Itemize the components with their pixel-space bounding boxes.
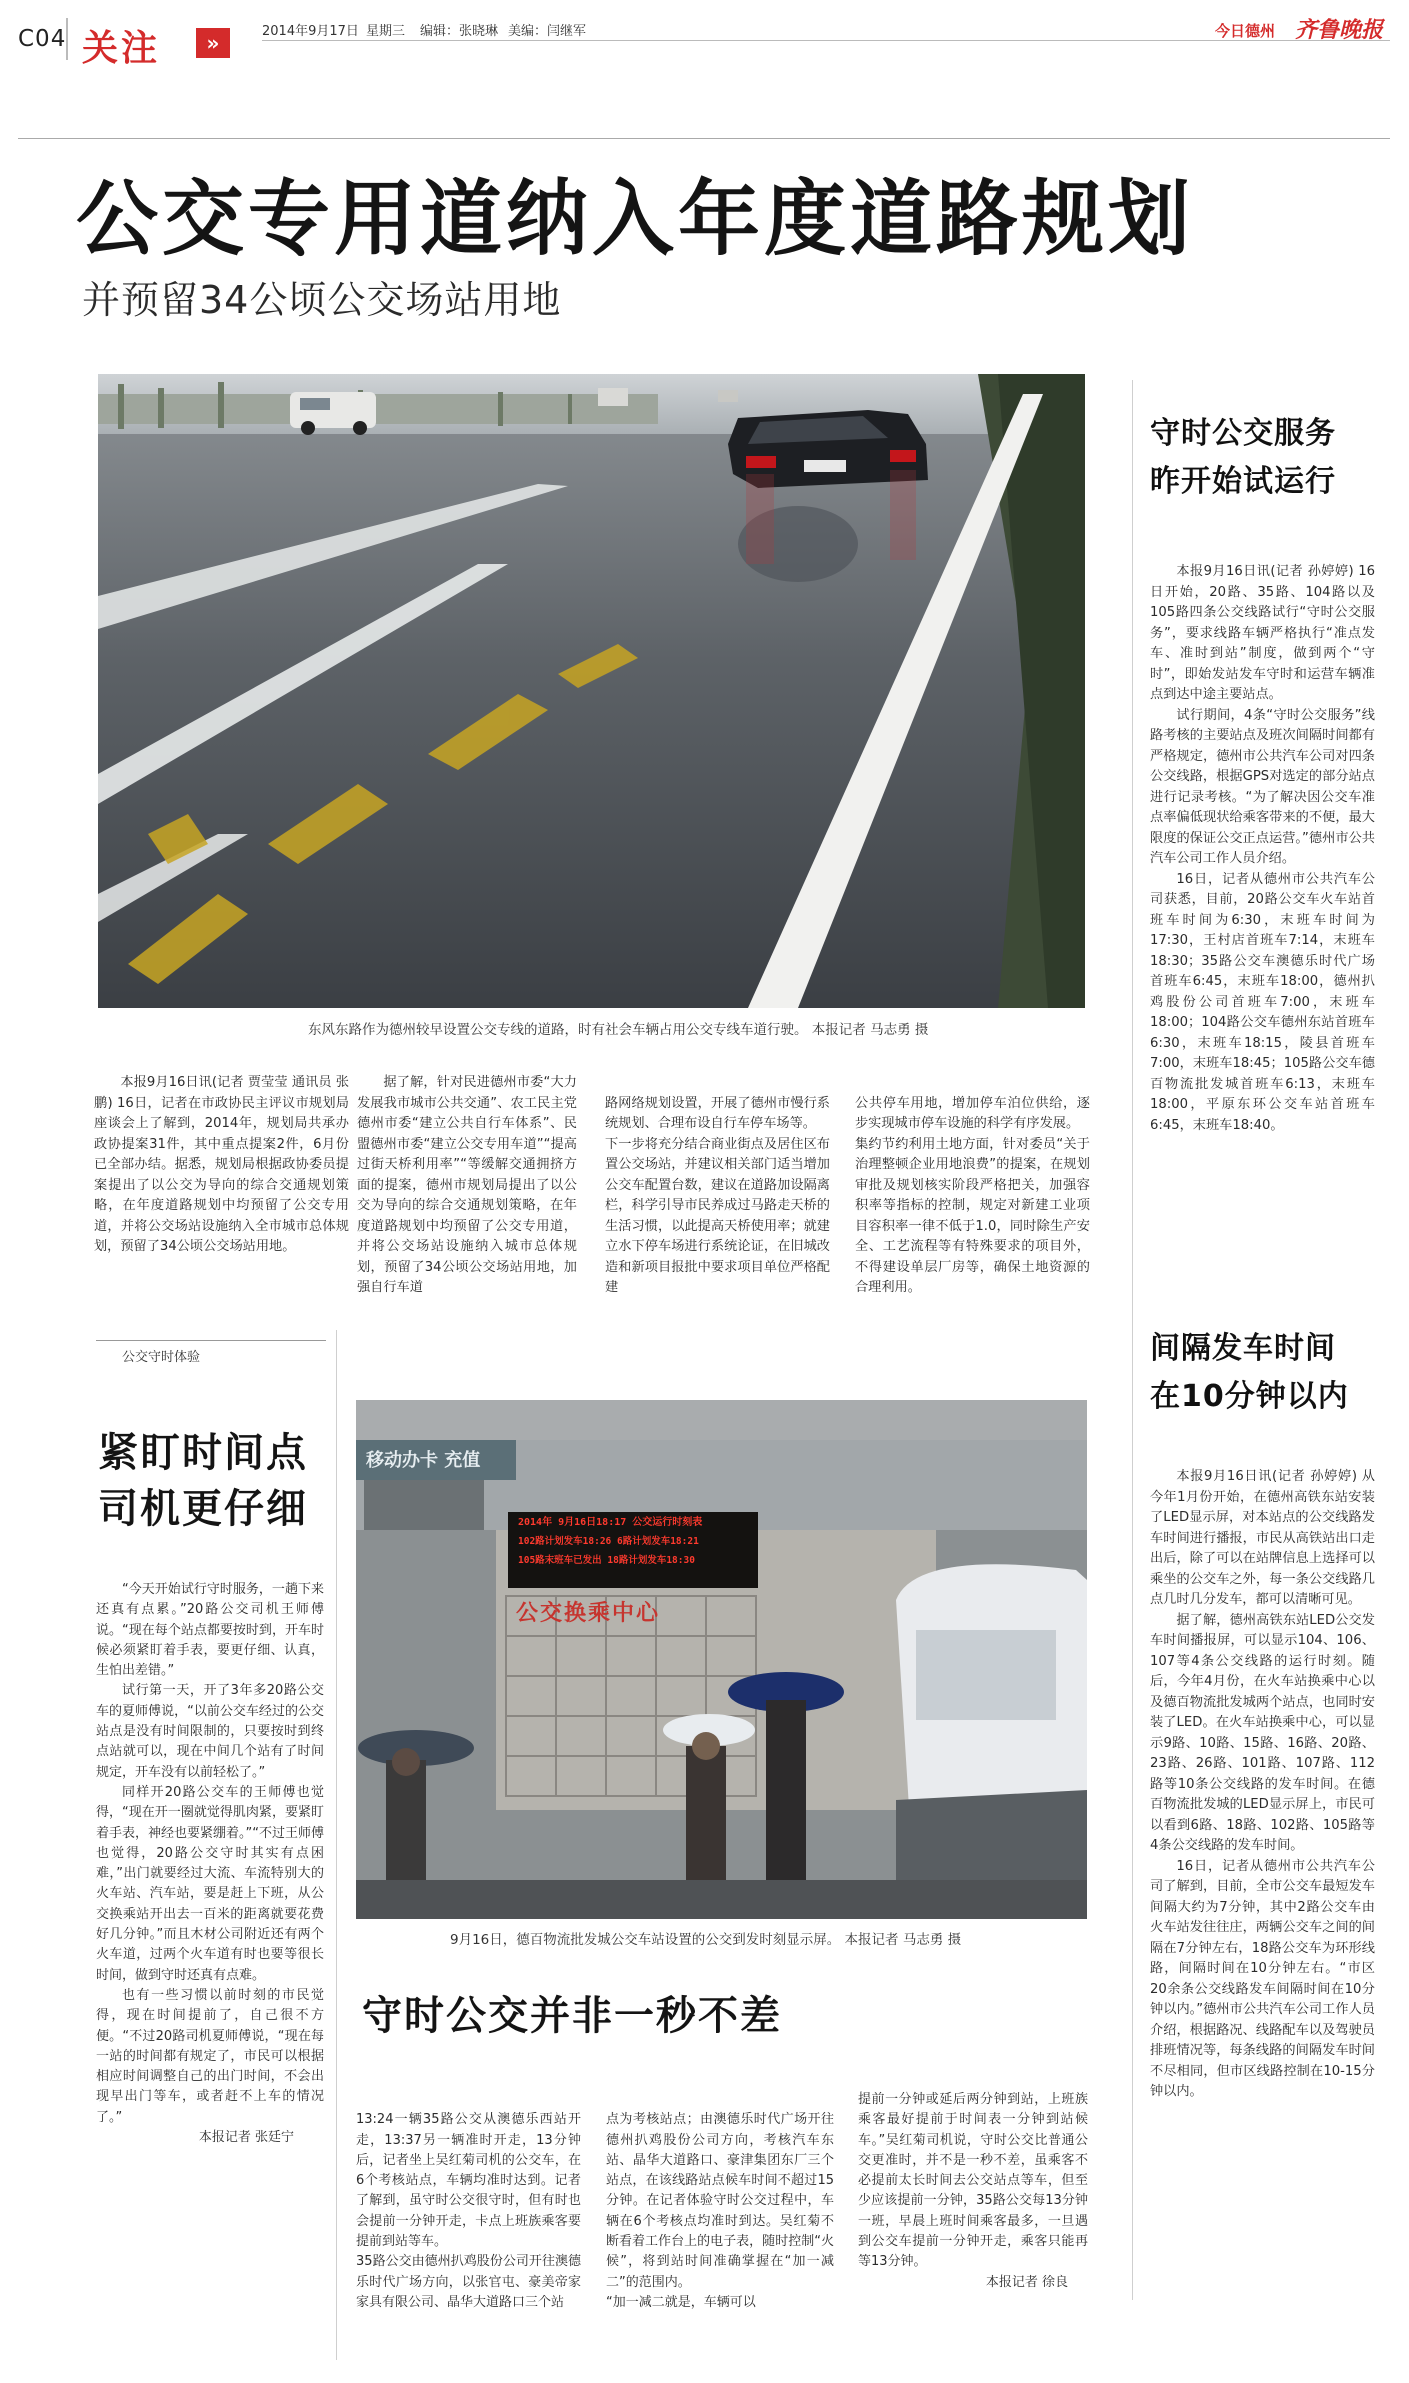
page-number: C04	[18, 26, 67, 52]
sidebar-story-1	[1150, 410, 1375, 1136]
led-board-line3: 105路末班车已发出 18路计划发车18:30	[518, 1555, 695, 1566]
bottom-story-col1	[356, 2090, 581, 2358]
issue-weekday: 星期三	[366, 24, 406, 39]
bottom-story-headline: 守时公交并非一秒不差	[362, 1993, 782, 2039]
feature-paragraph: 试行第一天，开了3年多20路公交车的夏师傅说，“以前公交车经过的公交站点是没有时间限制的，只要按时到终点站就可以，现在中间几个站有了时间规定，开车没有以前轻松了。”	[96, 1683, 324, 1780]
page-header	[0, 0, 1409, 70]
main-story-col3	[605, 1073, 830, 1307]
bottom-story-col3	[858, 2090, 1088, 2358]
road-photo-caption: 东风东路作为德州较早设置公交专线的道路，时有社会车辆占用公交专线车道行驶。 本报记者 马志勇 摄	[308, 1022, 929, 1038]
led-board-line1: 2014年 9月16日18:17 公交运行时刻表	[518, 1517, 703, 1528]
road-photo	[98, 374, 1085, 1008]
feature-label-box	[96, 1340, 326, 1364]
sidebar-story-2	[1150, 1325, 1375, 2103]
feature-headline	[98, 1425, 333, 1537]
sub-headline: 并预留34公顷公交场站用地	[82, 278, 562, 322]
sidebar2-paragraph: 本报9月16日讯(记者 孙婷婷) 从今年1月份开始，在德州高铁东站安装了LED显示屏，对本站点的公交线路发车时间进行播报，市民从高铁站出口走出后，除了可以在站牌信息上选择可以乘坐的公交车之外，每一条公交线路几点几时几分发车，都可以清晰可见。	[1150, 1469, 1375, 1607]
bottom-story-col3-text: 提前一分钟或延后两分钟到站，上班族乘客最好提前于时间表一分钟到站候车。”吴红菊司机说，守时公交比普通公交更准时，并不是一秒不差，虽乘客不必提前太长时间去公交站点等车，但至少应该提前一分钟，35路公交每13分钟一班，早晨上班时间乘客最多，一旦遇到公交车提前一分钟开走，乘客只能再等13分钟。	[858, 2092, 1088, 2270]
feature-label-text: 公交守时体验	[118, 1346, 204, 1365]
bottom-story-col2-text: 点为考核站点；由澳德乐时代广场开往德州扒鸡股份公司方向，考核汽车东站、晶华大道路口、豪津集团东厂三个站点，在该线路站点候车时间不超过15分钟。在记者体验守时公交过程中，车辆在6个考核点均准时到达。吴红菊不断看着工作台上的电子表，随时控制“火候”，将到站时间准确掌握在“加一减二”的范围内。 “加一减二就是，车辆可以	[606, 2112, 834, 2310]
sidebar1-paragraph: 试行期间，4条“守时公交服务”线路考核的主要站点及班次间隔时间都有严格规定，德州市公共汽车公司对四条公交线路，根据GPS对选定的部分站点进行记录考核。“为了解决因公交车准点率偏低现状给乘客带来的不便，最大限度的保证公交正点运营。”德州市公共汽车公司工作人员介绍。	[1150, 707, 1375, 866]
main-story-col4	[855, 1073, 1090, 1307]
bottom-story-col2	[606, 2090, 834, 2358]
sidebar1-body	[1150, 562, 1375, 1136]
sidebar1-title-line2: 昨开始试运行	[1150, 464, 1336, 499]
feature-paragraph: “今天开始试行守时服务，一趟下来还真有点累。”20路公交司机王师傅说。“现在每个站点都要按时到，开车时候必须紧盯着手表，要更仔细、认真，生怕出差错。”	[96, 1582, 324, 1679]
sidebar2-title-line1: 间隔发车时间	[1150, 1331, 1336, 1366]
edition-name: 今日德州	[1215, 22, 1276, 40]
sidebar2-paragraph: 16日，记者从德州市公共汽车公司了解到，目前，全市公交车最短发车间隔大约为7分钟，其中2路公交车由火车站发往往庄，两辆公交车之间的间隔在7分钟左右，18路公交车为环形线路，间隔时间在10分钟左右。“市区20余条公交线路发车间隔时间在10分钟以内。”德州市公共汽车公司工作人员介绍，根据路况、线路配车以及驾驶员排班情况等，每条线路的间隔发车时间不尽相同，但市区线路控制在10-15分钟以内。	[1150, 1858, 1375, 2099]
feature-title-line1: 紧盯时间点	[98, 1430, 308, 1476]
issue-date: 2014年9月17日	[262, 24, 359, 39]
led-photo-caption: 9月16日，德百物流批发城公交车站设置的公交到发时刻显示屏。 本报记者 马志勇 摄	[450, 1932, 962, 1948]
main-story-col1-text: 本报9月16日讯(记者 贾莹莹 通讯员 张鹏) 16日，记者在市政协民主评议市规划局座谈会上了解到，2014年，规划局共承办政协提案31件，其中重点提案2件，6月份已全部办结。据悉，规划局根据政协委员提案提出了以公交为导向的综合交通规划策略，在年度道路规划中均预留了公交专用道，并将公交场站设施纳入全市城市总体规划，预留了34公顷公交场站用地。	[94, 1075, 349, 1254]
sidebar1-paragraph: 16日，记者从德州市公共汽车公司获悉，目前，20路公交车火车站首班车时间为6:30，末班车时间为17:30，王村店首班车7:14，末班车18:30；35路公交车澳德乐时代广场首班车6:45，末班车18:00，德州扒鸡股份公司首班车7:00，末班车18:00；104路公交车德州东站首班车6:30，末班车18:15，陵县首班车7:00，末班车18:45；105路公交车德百物流批发城首班车6:13，末班车18:00，平原东环公交车站首班车6:45，末班车18:40。	[1150, 871, 1375, 1133]
feature-body	[96, 1580, 324, 2358]
sidebar1-paragraph: 本报9月16日讯(记者 孙婷婷) 16日开始，20路、35路、104路以及105路四条公交线路试行“守时公交服务”，要求线路车辆严格执行“准点发车、准时到站”制度，做到两个“守时”，即始发站发车守时和运营车辆准点到达中途主要站点。	[1150, 564, 1375, 702]
main-story-col2	[357, 1073, 577, 1307]
designer-credit: 美编：闫继军	[508, 24, 587, 39]
section-title: 关注	[82, 28, 161, 69]
sidebar2-title-line2: 在10分钟以内	[1150, 1379, 1349, 1414]
center-sign: 公交换乘中心	[516, 1601, 661, 1626]
section-arrows-icon: »	[196, 28, 230, 58]
bottom-story-byline: 本报记者 徐良	[985, 2274, 1068, 2290]
shop-sign: 移动办卡 充值	[366, 1450, 481, 1471]
main-story-col3-text: 路网络规划设置，开展了德州市慢行系统规划、合理布设自行车停车场等。 下一步将充分结合商业街点及居住区布置公交场站，并建议相关部门适当增加公交车配置台数，建议在道路加设隔离栏，科学引导市民养成过马路走天桥的生活习惯，以此提高天桥使用率；就建立水下停车场进行系统论证，在旧城改造和新项目报批中要求项目单位严格配建	[605, 1095, 830, 1295]
feature-byline: 本报记者 张廷宁	[198, 2130, 294, 2146]
header-rule	[18, 138, 1390, 139]
main-story-col4-text: 公共停车用地，增加停车泊位供给，逐步实现城市停车设施的科学有序发展。 集约节约利用土地方面，针对委员“关于治理整顿企业用地浪费”的提案，在规划审批及规划核实阶段严格把关，加强容积率等指标的控制，规定对新建工业项目容积率一律不低于1.0，同时除生产安全、工艺流程等有特殊要求的项目外，不得建设单层厂房等，确保土地资源的合理利用。	[855, 1095, 1090, 1295]
sidebar2-body	[1150, 1467, 1375, 2103]
right-column-rule	[1132, 380, 1133, 2300]
feature-title-line2: 司机更仔细	[98, 1486, 308, 1532]
main-story-col1	[94, 1073, 349, 1307]
main-headline: 公交专用道纳入年度道路规划	[76, 172, 1195, 267]
bottom-story-col1-text: 13:24一辆35路公交从澳德乐西站开走，13:37另一辆准时开走，13分钟后，记者坐上吴红菊司机的公交车，在6个考核站点，车辆均准时达到。记者了解到，虽守时公交很守时，但有时也会提前一分钟开走，卡点上班族乘客要提前到站等车。 35路公交由德州扒鸡股份公司开往澳德乐时代广场方向，以张官屯、豪美帝家家具有限公司、晶华大道路口三个站	[356, 2112, 581, 2310]
led-photo-illustration	[356, 1400, 1087, 1919]
editor-credit: 编辑：张晓琳	[420, 24, 499, 39]
left-feature-rule	[336, 1330, 337, 2360]
newspaper-logo: 齐鲁晚报	[1295, 17, 1384, 43]
sidebar1-title-line1: 守时公交服务	[1150, 416, 1336, 451]
feature-paragraph: 同样开20路公交车的王师傅也觉得，“现在开一圈就觉得肌肉紧，要紧盯着手表，神经也要紧绷着。”“不过王师傅也觉得，20路公交守时其实有点困难，”出门就要经过大流、车流特别大的火车站、汽车站，要是赶上下班，从公交换乘站开出去一百米的距离就要花费好几分钟。”而且木材公司附近还有两个火车道，过两个火车道有时也要等很长时间，做到守时还真有点难。	[96, 1784, 324, 1983]
road-photo-illustration	[98, 374, 1085, 1008]
led-board-line2: 102路计划发车18:26 6路计划发车18:21	[518, 1536, 699, 1547]
main-story-col2-text: 据了解，针对民进德州市委“大力发展我市城市公共交通”、农工民主党德州市委“建立公共自行车体系”、民盟德州市委“建立公交专用车道”“提高过街天桥利用率”“等缓解交通拥挤方面的提案，德州市规划局提出了以公交为导向的综合交通规划策略，在年度道路规划中均预留了公交专用道，并将公交场站设施纳入城市总体规划，预留了34公顷公交场站用地，加强自行车道	[357, 1075, 577, 1295]
led-photo	[356, 1400, 1087, 1919]
feature-paragraph: 也有一些习惯以前时刻的市民觉得，现在时间提前了，自己很不方便。“不过20路司机夏师傅说，“现在每一站的时间都有规定了，市民可以根据相应时间调整自己的出门时间，不会出现早出门等车，或者赶不上车的情况了。”	[96, 1987, 324, 2125]
header-divider	[66, 18, 68, 60]
sidebar2-paragraph: 据了解，德州高铁东站LED公交发车时间播报屏，可以显示104、106、107等4条公交线路的运行时刻。随后，今年4月份，在火车站换乘中心以及德百物流批发城两个站点，也同时安装了LED。在火车站换乘中心，可以显示9路、10路、15路、16路、20路、23路、26路、101路、107路、112路等10条公交线路的发车时间。在德百物流批发城的LED显示屏上，市民可以看到6路、18路、102路、105路等4条公交线路的发车时间。	[1150, 1612, 1375, 1853]
